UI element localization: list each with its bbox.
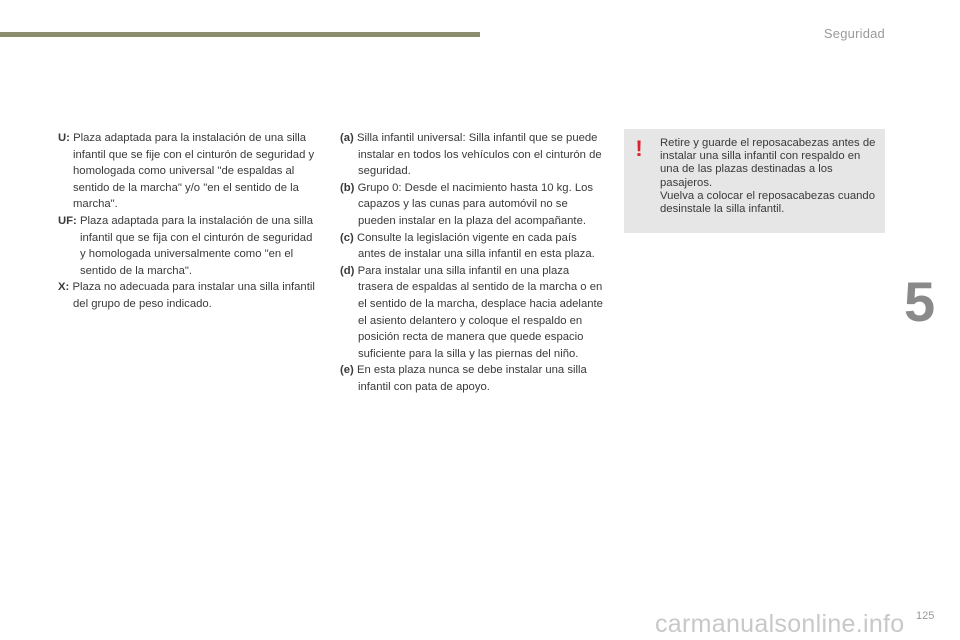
note-key: (a) — [340, 132, 354, 144]
legend-key: U: — [58, 132, 70, 144]
legend-key: X: — [58, 281, 70, 294]
note-e — [340, 362, 604, 395]
section-title: Seguridad — [823, 26, 885, 41]
legend-column — [58, 130, 320, 313]
chapter-number: 5 — [904, 270, 936, 333]
exclamation-icon: ! — [635, 136, 643, 161]
warning-line: Retire y guarde el reposacabezas antes de instalar una silla infantil con respaldo en una de las plazas destinadas a los pasajeros. — [660, 137, 876, 189]
legend-entry-uf — [58, 213, 320, 279]
header-rule — [0, 32, 480, 37]
watermark: carmanualsonline.info — [655, 610, 905, 638]
note-text: Para instalar una silla infantil en una plaza trasera de espaldas al sentido de la marcha o en el sentido de la marcha, desplace hacia adelante el asiento delantero y coloque el respaldo en posición recta de manera que quede espacio suficiente para la silla y las piernas del niño. — [357, 264, 603, 360]
note-key: (c) — [340, 231, 354, 244]
note-b — [340, 180, 604, 230]
warning-line: Vuelva a colocar el reposacabezas cuando desinstale la silla infantil. — [660, 189, 875, 216]
legend-text: Plaza no adecuada para instalar una silla infantil del grupo de peso indicado. — [72, 281, 315, 310]
note-text: Grupo 0: Desde el nacimiento hasta 10 kg. Los capazos y las cunas para automóvil no se pueden instalar en la plaza del acompañante. — [357, 181, 594, 227]
note-key: (d) — [340, 264, 355, 277]
legend-text: Plaza adaptada para la instalación de una silla infantil que se fija con el cinturón de seguridad y homologada universalmente como "en el sentido de la marcha". — [79, 214, 313, 277]
page-number: 125 — [916, 610, 935, 622]
legend-text: Plaza adaptada para la instalación de una silla infantil que se fije con el cinturón de seguridad y homologada como universal "de espaldas al sentido de la marcha" y/o "en el sentido de la marcha". — [73, 132, 315, 211]
legend-entry-u — [58, 130, 320, 213]
note-key: (b) — [340, 181, 355, 194]
warning-text — [660, 137, 882, 216]
note-d — [340, 263, 604, 363]
notes-column — [340, 130, 604, 396]
note-text: Consulte la legislación vigente en cada país antes de instalar una silla infantil en esta plaza. — [356, 231, 595, 261]
legend-entry-x — [58, 279, 320, 312]
note-c — [340, 230, 604, 263]
legend-key: UF: — [58, 214, 77, 227]
note-a — [340, 130, 604, 180]
note-text: Silla infantil universal: Silla infantil que se puede instalar en todos los vehículos con el cinturón de seguridad. — [356, 132, 602, 178]
note-key: (e) — [340, 364, 354, 377]
note-text: En esta plaza nunca se debe instalar una silla infantil con pata de apoyo. — [356, 364, 587, 393]
warning-box — [624, 129, 885, 233]
